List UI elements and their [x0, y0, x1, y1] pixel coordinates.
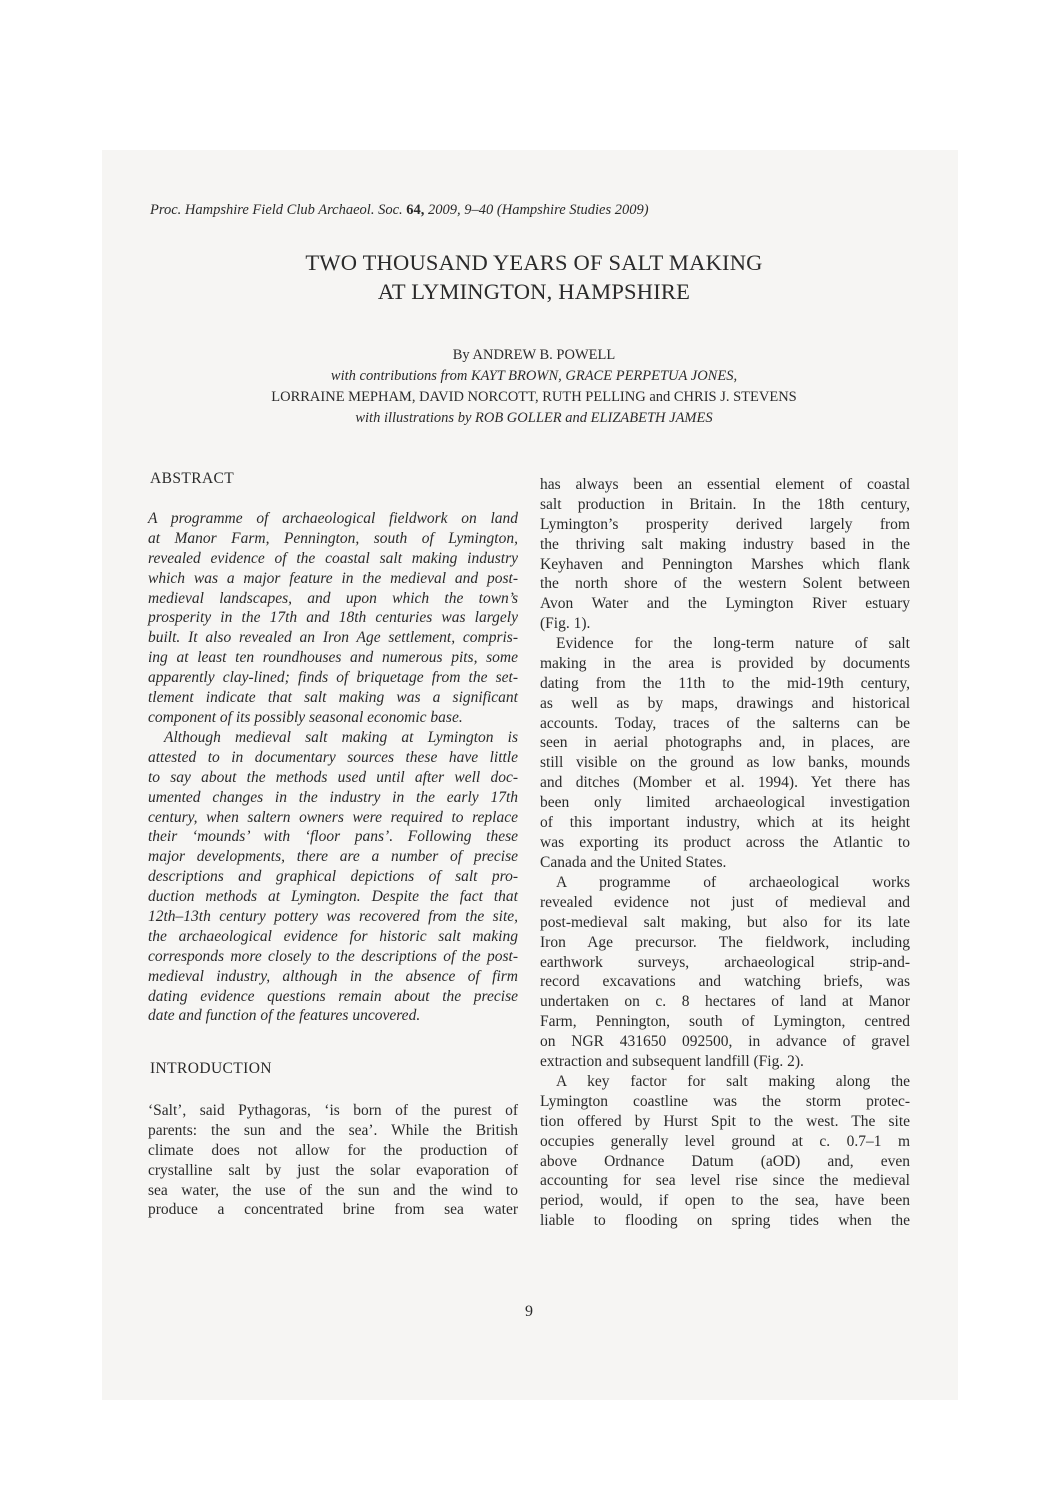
journal-citation	[150, 202, 850, 219]
text-line: seen in aerial photographs and, in places, are	[540, 734, 910, 752]
text-line: to say about the methods used until after well doc-	[148, 768, 518, 786]
text-line: umented changes in the industry in the early 17th	[148, 788, 518, 806]
text-line: revealed evidence of the coastal salt making industry	[148, 549, 518, 567]
text-line: as well as by maps, drawings and historical	[540, 694, 910, 712]
text-line: Lymington’s prosperity derived largely from	[540, 515, 910, 533]
byline-author: By ANDREW B. POWELL	[452, 347, 616, 363]
abstract-heading: ABSTRACT	[150, 470, 235, 487]
text-line: attested to in documentary sources these have little	[148, 748, 518, 766]
byline-contributors-2: LORRAINE MEPHAM, DAVID NORCOTT, RUTH PELLING and CHRIS J. STEVENS	[271, 389, 797, 405]
text-line: has always been an essential element of coastal	[540, 476, 910, 493]
citation-journal: Proc. Hampshire Field Club Archaeol. Soc.	[150, 202, 403, 218]
text-line: crystalline salt by just the solar evaporation of	[148, 1161, 518, 1179]
text-line: Iron Age precursor. The fieldwork, including	[540, 933, 910, 951]
text-line: tlement indicate that salt making was a significant	[148, 689, 518, 707]
text-line: still visible on the ground as low banks, mounds	[540, 754, 910, 772]
introduction-paragraph-1	[148, 1101, 518, 1220]
text-line: been only limited archaeological investigation	[540, 794, 910, 812]
text-line: on NGR 431650 092500, in advance of gravel	[540, 1033, 910, 1051]
text-line: record excavations and watching briefs, was	[540, 973, 910, 991]
introduction-heading: INTRODUCTION	[150, 1060, 272, 1077]
text-line: tion offered by Hurst Spit to the west. The site	[540, 1112, 910, 1130]
text-line: Although medieval salt making at Lymington is	[164, 729, 518, 746]
right-paragraph-3	[540, 873, 910, 1072]
text-line: (Fig. 1).	[540, 615, 591, 633]
text-line: period, would, if open to the sea, have been	[540, 1192, 910, 1210]
text-line: their ‘mounds’ with ‘floor pans’. Following these	[148, 828, 518, 846]
byline-illustrators: with illustrations by ROB GOLLER and ELIZABETH JAMES	[355, 410, 713, 426]
text-line: century, when saltern owners were required to replace	[148, 808, 518, 826]
article-title	[150, 248, 918, 306]
text-line: accounts. Today, traces of the salterns can be	[540, 714, 910, 732]
text-line: Canada and the United States.	[540, 853, 727, 871]
text-line: above Ordnance Datum (aOD) and, even	[540, 1152, 910, 1170]
text-line: earthwork surveys, archaeological strip-and-	[540, 953, 910, 971]
text-line: the thriving salt making industry based in the	[540, 535, 910, 553]
text-line: Lymington coastline was the storm protec-	[540, 1092, 910, 1110]
text-line: revealed evidence not just of medieval and	[540, 893, 910, 911]
text-line: duction methods at Lymington. Despite the fact that	[148, 888, 518, 906]
text-line: accounting for sea level rise since the medieval	[540, 1172, 910, 1190]
text-line: built. It also revealed an Iron Age settlement, compris-	[148, 629, 518, 647]
byline	[150, 345, 918, 429]
text-line: component of its possibly seasonal economic base.	[148, 708, 463, 726]
text-line: 12th–13th century pottery was recovered from the site,	[148, 908, 518, 926]
text-line: Evidence for the long-term nature of salt	[556, 635, 910, 652]
text-line: occupies generally level ground at c. 0.7–1 m	[540, 1132, 910, 1150]
text-line: Farm, Pennington, south of Lymington, centred	[540, 1013, 910, 1031]
right-paragraph-4	[540, 1072, 910, 1231]
text-line: A programme of archaeological works	[556, 874, 910, 891]
right-paragraph-2	[540, 634, 910, 873]
text-line: ‘Salt’, said Pythagoras, ‘is born of the purest of	[148, 1102, 518, 1119]
text-line: major developments, there are a number of precise	[148, 848, 518, 866]
text-line: liable to flooding on spring tides when the	[540, 1212, 910, 1230]
text-line: ing at least ten roundhouses and numerous pits, some	[148, 649, 518, 667]
text-line: corresponds more closely to the descriptions of the post-	[148, 947, 518, 965]
text-line: parents: the sun and the sea’. While the British	[148, 1121, 518, 1139]
abstract-paragraph-2	[148, 728, 518, 1026]
text-line: the archaeological evidence for historic salt making	[148, 927, 518, 945]
text-line: of this important industry, which at its height	[540, 814, 910, 832]
text-line: Avon Water and the Lymington River estuary	[540, 595, 910, 613]
text-line: and ditches (Momber et al. 1994). Yet there has	[540, 774, 910, 792]
right-paragraph-1	[540, 475, 910, 634]
text-line: Keyhaven and Pennington Marshes which flank	[540, 555, 910, 573]
text-line: prosperity in the 17th and 18th centuries was largely	[148, 609, 518, 627]
abstract-paragraph-1	[148, 509, 518, 728]
byline-contributors-1: with contributions from KAYT BROWN, GRACE PERPETUA JONES,	[330, 368, 738, 384]
text-line: was exporting its product across the Atlantic to	[540, 833, 910, 851]
text-line: making in the area is provided by documents	[540, 654, 910, 672]
text-line: A key factor for salt making along the	[556, 1073, 910, 1090]
text-line: sea water, the use of the sun and the wind to	[148, 1181, 518, 1199]
page-number: 9	[525, 1303, 533, 1320]
citation-volume: 64,	[406, 202, 425, 218]
title-line-2: AT LYMINGTON, HAMPSHIRE	[377, 279, 691, 304]
text-line: climate does not allow for the production of	[148, 1141, 518, 1159]
text-line: apparently clay-lined; finds of briquetage from the set-	[148, 669, 518, 687]
title-line-1: TWO THOUSAND YEARS OF SALT MAKING	[305, 250, 763, 275]
text-line: the north shore of the western Solent between	[540, 575, 910, 593]
text-line: which was a major feature in the medieval and post-	[148, 569, 518, 587]
text-line: salt production in Britain. In the 18th century,	[540, 495, 910, 513]
text-line: date and function of the features uncovered.	[148, 1007, 421, 1025]
text-line: at Manor Farm, Pennington, south of Lymington,	[148, 529, 518, 547]
text-line: medieval industry, although in the absence of firm	[148, 967, 518, 985]
text-line: medieval landscapes, and upon which the town’s	[148, 589, 518, 607]
text-line: descriptions and graphical depictions of salt pro-	[148, 868, 518, 886]
text-line: dating from the 11th to the mid-19th century,	[540, 674, 910, 692]
text-line: dating evidence questions remain about the precise	[148, 987, 518, 1005]
text-line: produce a concentrated brine from sea water	[148, 1201, 518, 1219]
citation-details: 2009, 9–40 (Hampshire Studies 2009)	[428, 202, 649, 218]
text-line: extraction and subsequent landfill (Fig. 2).	[540, 1053, 804, 1071]
text-line: undertaken on c. 8 hectares of land at Manor	[540, 993, 910, 1011]
text-line: post-medieval salt making, but also for its late	[540, 913, 910, 931]
text-line: A programme of archaeological fieldwork on land	[148, 510, 518, 527]
